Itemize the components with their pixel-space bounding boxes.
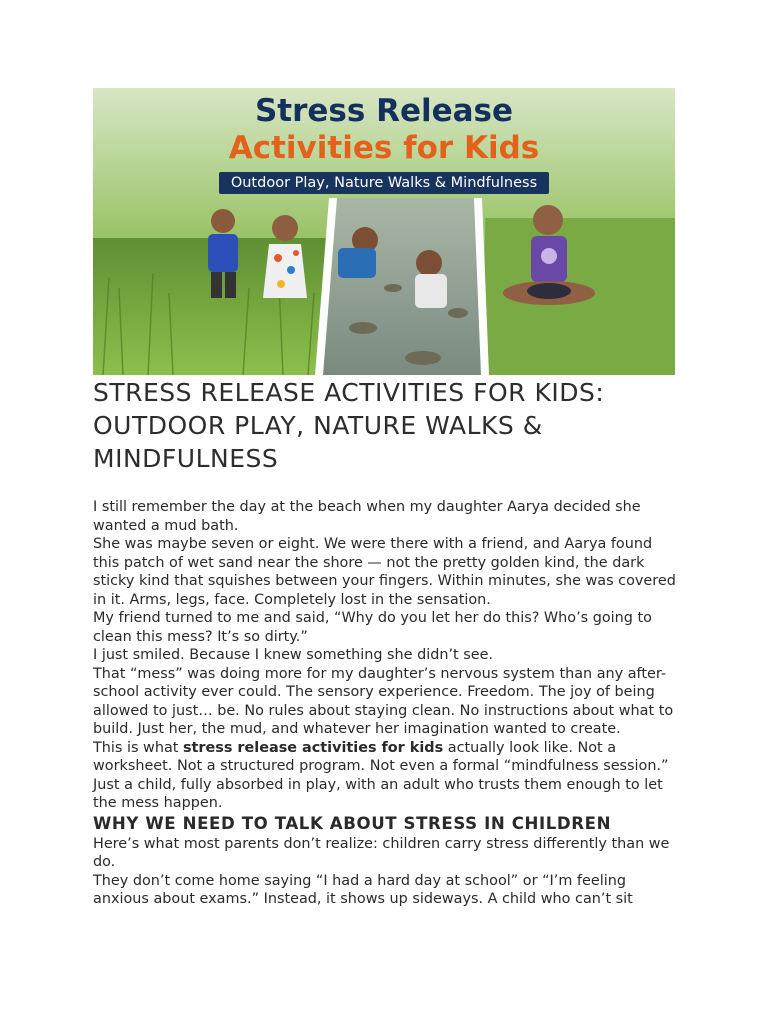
article-title: STRESS RELEASE ACTIVITIES FOR KIDS: OUTDOOR PLAY, NATURE WALKS & MINDFULNESS [93,378,605,473]
banner-title-block [93,92,675,194]
paragraph-7: Here’s what most parents don’t realize: children carry stress differently than we do. [93,835,670,870]
banner-title-line2: Activities for Kids [228,130,540,166]
banner-title-line1: Stress Release [254,93,514,129]
keyword-highlight: stress release activities for kids [182,739,444,756]
paragraph-6 [93,739,678,813]
hero-banner [93,88,675,375]
paragraph-1: I still remember the day at the beach when my daughter Aarya decided she wanted a mud bath. [93,499,641,534]
paragraph-3: My friend turned to me and said, “Why do you let her do this? Who’s going to clean this mess? It’s so dirty.” [93,610,652,645]
paragraph-2: She was maybe seven or eight. We were there with a friend, and Aarya found this patch of wet sand near the shore — not the pretty golden kind, the dark sticky kind that squishes between your fingers. Within minutes, she was covered in it. Arms, legs, face. Completely lost in the sensation. [93,536,676,608]
paragraph-6-pre: This is what [93,739,183,756]
paragraph-6-post: actually look like. Not a worksheet. Not a structured program. Not even a formal “mindfulness session.” Just a child, fully absorbed in play, with an adult who trusts them enough to let the mess happen. [93,739,669,811]
section-heading: WHY WE NEED TO TALK ABOUT STRESS IN CHILDREN [93,813,612,833]
article-body [93,498,678,909]
paragraph-5: That “mess” was doing more for my daughter’s nervous system than any after-school activity ever could. The sensory experience. Freedom. The joy of being allowed to just… be. No rules about staying clean. No instructions about what to build. Just her, the mud, and whatever her imagination wanted to create. [93,665,674,737]
banner-subtitle: Outdoor Play, Nature Walks & Mindfulness [219,172,549,194]
paragraph-4: I just smiled. Because I knew something she didn’t see. [93,647,494,663]
paragraph-8: They don’t come home saying “I had a hard day at school” or “I’m feeling anxious about exams.” Instead, it shows up sideways. A child who can’t sit [93,872,633,907]
